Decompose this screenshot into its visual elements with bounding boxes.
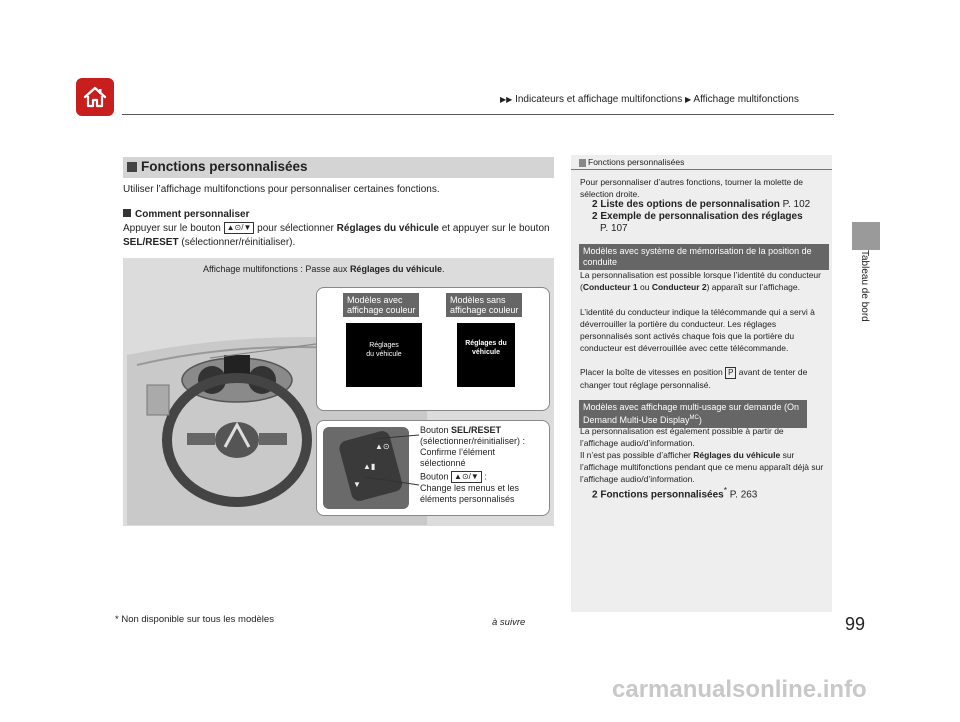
text: Modèles avec affichage multi-usage sur demande (On Demand Multi-Use Display — [583, 402, 799, 425]
emphasis-text: SEL/RESET — [451, 425, 502, 435]
footnote: * Non disponible sur tous les modèles — [115, 614, 274, 625]
text: Bouton — [420, 471, 449, 482]
chapter-tab-label[interactable]: Tableau de bord — [859, 250, 870, 322]
square-bullet-icon — [127, 162, 137, 172]
park-keycap: P — [725, 367, 736, 379]
up-down-annotation — [420, 471, 548, 505]
side-note-p4 — [580, 366, 824, 391]
ref-page[interactable]: P. 263 — [729, 489, 758, 501]
text: ) — [698, 415, 702, 425]
model-tag-memory: Modèles avec système de mémorisation de la position de conduite — [579, 244, 829, 270]
header-divider — [122, 114, 834, 115]
cross-ref-2[interactable]: 2 Exemple de personnalisation des réglages P. 107 — [592, 211, 803, 234]
model-tag-color: Modèles avec affichage couleur — [343, 293, 419, 317]
section-title-bar — [123, 157, 554, 178]
side-note-title: Fonctions personnalisées — [588, 157, 685, 167]
text: La personnalisation est possible lorsque l’identité du conducteur ( — [580, 270, 821, 292]
emphasis-text: Réglages du véhicule — [336, 223, 439, 234]
ref-page[interactable]: P. 102 — [782, 199, 811, 210]
home-icon — [82, 84, 108, 110]
subheading — [123, 209, 249, 220]
text: avant de tenter de changer tout réglage personnalisé. — [580, 367, 808, 390]
side-note-p1: Pour personnaliser d’autres fonctions, tourner la molette de sélection droite. — [580, 177, 804, 199]
emphasis-text: SEL/RESET — [123, 237, 179, 248]
model-tag-nocolor: Modèles sans affichage couleur — [446, 293, 522, 317]
text: Appuyer sur le bouton — [123, 223, 221, 234]
text: sur l’affichage multifonctions pendant que ce menu apparaît déjà sur l’affichage audio/d’information. — [580, 450, 824, 484]
figure-caption — [203, 264, 444, 274]
square-bullet-icon — [123, 209, 131, 217]
trademark-text: MC — [689, 415, 699, 421]
chapter-tab-marker[interactable] — [852, 222, 880, 250]
breadcrumb — [500, 94, 799, 105]
side-note-p3: L’identité du conducteur indique la télécommande qui a servi à déverrouiller la portière du conducteur. Les réglages personnalisés sont activés chaque fois que la portière du conducteur est déverrouillée avec cette télécommande. — [580, 307, 815, 353]
side-note-p6 — [580, 449, 824, 485]
home-button[interactable] — [76, 78, 114, 116]
callout-pointer — [210, 340, 320, 400]
breadcrumb-arrow-icon: ▶▶ — [500, 95, 513, 104]
color-display-screen — [346, 323, 422, 387]
model-tag-odmd — [579, 400, 807, 428]
text: ou — [637, 282, 652, 292]
text: . — [441, 264, 445, 274]
note-icon — [579, 159, 586, 167]
section-intro: Utiliser l’affichage multifonctions pour personnaliser certaines fonctions. — [123, 184, 440, 195]
watermark-text: carmanualsonline.info — [612, 676, 867, 703]
emphasis-text: Conducteur 2 — [651, 282, 707, 292]
screen-text: Réglages du véhicule — [366, 342, 402, 358]
mono-display-screen — [457, 323, 515, 387]
ref-page[interactable]: P. 107 — [600, 223, 628, 234]
text: : Change les menus et les éléments personnalisés — [420, 471, 520, 504]
text: et appuyer sur le bouton — [441, 223, 550, 234]
display-callout — [316, 287, 550, 411]
text: Placer la boîte de vitesses en position — [580, 367, 723, 377]
subheading-text: Comment personnaliser — [135, 209, 250, 220]
page-number: 99 — [845, 614, 866, 634]
screen-text: Réglages du véhicule — [465, 340, 507, 356]
emphasis-text: Réglages du véhicule — [693, 450, 781, 460]
side-note-p5: La personnalisation est également possible à partir de l’affichage audio/d’information. — [580, 426, 784, 448]
breadcrumb-item[interactable]: Indicateurs et affichage multifonctions — [515, 94, 683, 105]
side-note-header — [571, 155, 832, 170]
svg-text:▼: ▼ — [353, 480, 361, 489]
cross-ref-3[interactable]: 2 Fonctions personnalisées* P. 263 — [592, 485, 758, 501]
text: (sélectionner/réinitialiser) : Confirme l’élément sélectionné — [420, 436, 526, 468]
annotation-lines — [365, 429, 425, 489]
cross-ref-1[interactable]: 2 Liste des options de personnalisation P. 102 — [592, 199, 811, 210]
section-title: Fonctions personnalisées — [141, 159, 308, 174]
up-down-keycap: ▲⊙/▼ — [224, 222, 255, 234]
sel-reset-annotation — [420, 425, 548, 469]
breadcrumb-arrow-icon: ▶ — [685, 95, 692, 104]
ref-text[interactable]: Liste des options de personnalisation — [600, 199, 780, 210]
emphasis-text: Réglages du véhicule — [349, 264, 442, 274]
ref-text[interactable]: Exemple de personnalisation des réglages — [600, 211, 803, 222]
text: Affichage multifonctions : Passe aux — [203, 264, 348, 274]
breadcrumb-item[interactable]: Affichage multifonctions — [693, 94, 799, 105]
text: ) apparaît sur l’affichage. — [706, 282, 800, 292]
continued-label: à suivre — [492, 617, 526, 628]
text: pour sélectionner — [257, 223, 334, 234]
text: Il n’est pas possible d’afficher — [580, 450, 691, 460]
side-note-p2 — [580, 269, 824, 293]
switch-callout — [316, 420, 550, 516]
instruction-paragraph — [123, 222, 553, 250]
ref-text[interactable]: Fonctions personnalisées — [600, 489, 724, 501]
svg-text:▲▮: ▲▮ — [363, 462, 376, 471]
text: (sélectionner/réinitialiser). — [181, 237, 296, 248]
text: Bouton — [420, 425, 449, 435]
footnote-marker: * — [723, 485, 727, 495]
svg-text:▲⊙: ▲⊙ — [375, 442, 390, 451]
emphasis-text: Conducteur 1 — [582, 282, 638, 292]
up-down-keycap: ▲⊙/▼ — [451, 471, 482, 483]
